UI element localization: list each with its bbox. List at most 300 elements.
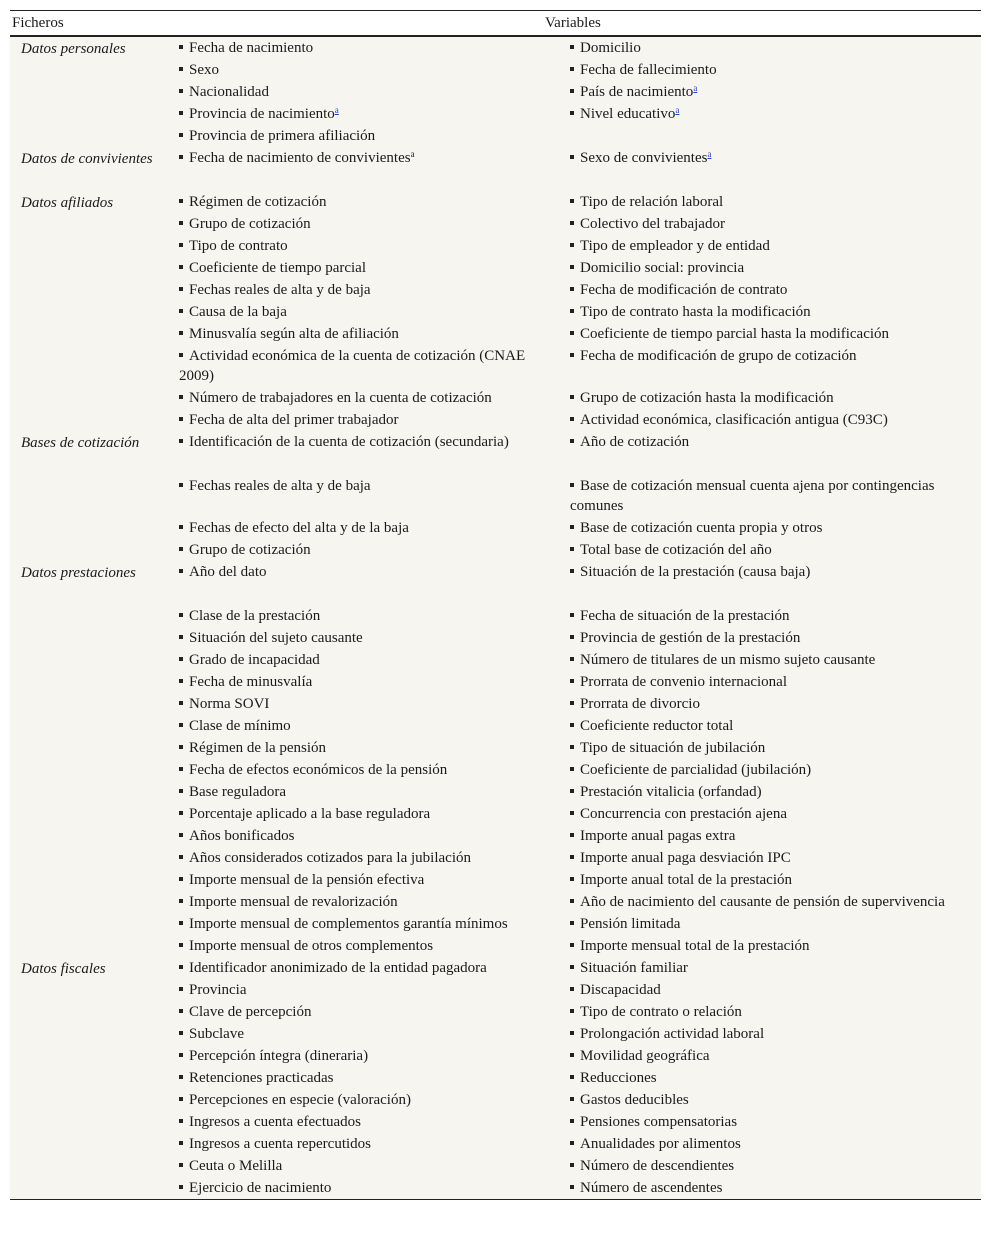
table-row (10, 913, 981, 935)
bullet-icon (179, 745, 183, 749)
variable-cell-left (179, 1024, 539, 1044)
variable-text: Pensiones compensatorias (580, 1114, 738, 1130)
variable-cell-right (570, 302, 955, 322)
table-row (10, 605, 981, 627)
variable-cell-right (570, 518, 955, 538)
variable-cell-left (179, 584, 539, 604)
variable-text: Concurrencia con prestación ajena (580, 806, 787, 822)
bullet-icon (570, 439, 574, 443)
variable-text: Grupo de cotización (189, 542, 311, 558)
footnote-marker[interactable]: a (693, 83, 698, 93)
footnote-marker[interactable]: a (334, 105, 339, 115)
variable-text: Fechas de efecto del alta y de la baja (189, 520, 409, 536)
bullet-icon (179, 133, 183, 137)
variable-text: Clase de la prestación (189, 608, 321, 624)
bullet-icon (570, 657, 574, 661)
table-row (10, 59, 981, 81)
variable-text: Prorrata de divorcio (580, 696, 700, 712)
variable-cell-left (179, 716, 539, 736)
variable-text: Grupo de cotización (189, 216, 311, 232)
variable-cell-right (570, 628, 955, 648)
variable-text: Años bonificados (189, 828, 295, 844)
table-row (10, 539, 981, 561)
variable-cell-right (570, 870, 955, 890)
variable-cell-right (570, 606, 955, 626)
file-name: Datos afiliados (21, 195, 114, 211)
file-group (10, 957, 981, 1199)
bullet-icon (570, 701, 574, 705)
variable-text: Colectivo del trabajador (580, 216, 725, 232)
table-row (10, 803, 981, 825)
variable-text: Retenciones practicadas (189, 1070, 334, 1086)
bullet-icon (179, 1185, 183, 1189)
variable-cell-right (570, 738, 955, 758)
variable-cell-left (179, 280, 539, 300)
variable-text: Importe mensual de otros complementos (189, 938, 434, 954)
bullet-icon (570, 287, 574, 291)
variable-cell-left (179, 192, 539, 212)
bullet-icon (570, 309, 574, 313)
variable-text: Grupo de cotización hasta la modificación (580, 390, 834, 406)
variable-cell-right (570, 980, 955, 1000)
variable-cell-left (179, 1178, 539, 1198)
variable-cell-left (179, 650, 539, 670)
variable-text: Importe mensual de complementos garantía mínimos (189, 916, 508, 932)
table-row (10, 1155, 981, 1177)
bullet-icon (179, 943, 183, 947)
bullet-icon (570, 855, 574, 859)
table-row (10, 169, 981, 191)
bullet-icon (570, 1097, 574, 1101)
bullet-icon (570, 789, 574, 793)
variable-text: Tipo de relación laboral (580, 194, 724, 210)
variable-cell-right (570, 1090, 955, 1110)
variable-cell-right (570, 1024, 955, 1044)
variable-text: Ingresos a cuenta efectuados (189, 1114, 362, 1130)
table-row (10, 453, 981, 475)
variable-cell-left (179, 104, 539, 124)
bullet-icon (179, 525, 183, 529)
variable-text: Minusvalía según alta de afiliación (189, 326, 399, 342)
variable-cell-right (570, 214, 955, 234)
variable-text: Domicilio (580, 40, 641, 56)
variable-text: Gastos deducibles (580, 1092, 689, 1108)
variable-text: Clase de mínimo (189, 718, 291, 734)
bullet-icon (179, 155, 183, 159)
variable-cell-right (570, 650, 955, 670)
bullet-icon (570, 811, 574, 815)
table-row (10, 1023, 981, 1045)
bullet-icon (570, 723, 574, 727)
variable-cell-left (179, 1002, 539, 1022)
variable-cell-right (570, 346, 955, 386)
bullet-icon (570, 679, 574, 683)
bullet-icon (570, 395, 574, 399)
bullet-icon (179, 483, 183, 487)
variable-text: Año del dato (189, 564, 267, 580)
bullet-icon (570, 89, 574, 93)
header-ficheros: Ficheros (12, 15, 64, 31)
table-row (10, 235, 981, 257)
bullet-icon (570, 965, 574, 969)
variable-text: Provincia de primera afiliación (189, 128, 376, 144)
variable-cell-left (179, 804, 539, 824)
variable-text: Fecha de alta del primer trabajador (189, 412, 399, 428)
bullet-icon (179, 1053, 183, 1057)
bullet-icon (179, 833, 183, 837)
variable-text: Fecha de modificación de contrato (580, 282, 788, 298)
bullet-icon (570, 1163, 574, 1167)
variable-text: Fecha de minusvalía (189, 674, 313, 690)
variable-cell-left (179, 848, 539, 868)
variable-cell-right (570, 760, 955, 780)
bullet-icon (179, 965, 183, 969)
bullet-icon (570, 635, 574, 639)
table-row (10, 891, 981, 913)
variable-cell-left (179, 540, 539, 560)
file-name: Bases de cotización (21, 435, 140, 451)
variable-cell-left (179, 518, 539, 538)
table-row (10, 979, 981, 1001)
bullet-icon (179, 265, 183, 269)
variable-cell-right (570, 432, 955, 452)
variable-text: Importe mensual de la pensión efectiva (189, 872, 425, 888)
bullet-icon (570, 613, 574, 617)
bullet-icon (570, 1009, 574, 1013)
variable-text: Reducciones (580, 1070, 657, 1086)
bullet-icon (570, 525, 574, 529)
bullet-icon (179, 67, 183, 71)
variable-cell-right (570, 104, 955, 124)
variable-cell-left (179, 1090, 539, 1110)
variable-cell-left (179, 1068, 539, 1088)
variable-cell-left (179, 324, 539, 344)
variable-text: Año de cotización (580, 434, 690, 450)
variable-text: Situación de la prestación (causa baja) (580, 564, 811, 580)
table-row (10, 847, 981, 869)
table-row (10, 693, 981, 715)
variable-cell-left (179, 1134, 539, 1154)
bullet-icon (570, 833, 574, 837)
variable-text: Identificador anonimizado de la entidad pagadora (189, 960, 487, 976)
variable-text: Total base de cotización del año (580, 542, 772, 558)
variable-cell-left (179, 958, 539, 978)
variable-text: Coeficiente reductor total (580, 718, 734, 734)
bullet-icon (179, 701, 183, 705)
variable-text: Provincia de nacimiento (189, 106, 335, 122)
variable-text: Tipo de empleador y de entidad (580, 238, 770, 254)
bullet-icon (179, 439, 183, 443)
variable-text: Porcentaje aplicado a la base reguladora (189, 806, 431, 822)
variable-cell-left (179, 760, 539, 780)
table-row (10, 1111, 981, 1133)
bullet-icon (179, 987, 183, 991)
bullet-icon (179, 657, 183, 661)
variable-text: Anualidades por alimentos (580, 1136, 741, 1152)
variable-cell-left (179, 214, 539, 234)
file-name: Datos de convivientes (21, 151, 153, 167)
bullet-icon (179, 811, 183, 815)
variable-text: Fecha de efectos económicos de la pensión (189, 762, 448, 778)
variable-cell-right (570, 826, 955, 846)
variable-cell-right (570, 1112, 955, 1132)
variable-cell-left (179, 236, 539, 256)
table-row (10, 649, 981, 671)
bullet-icon (570, 877, 574, 881)
bullet-icon (179, 395, 183, 399)
variable-text: Fecha de nacimiento (189, 40, 314, 56)
variable-text: Ceuta o Melilla (189, 1158, 283, 1174)
variable-text: Provincia de gestión de la prestación (580, 630, 801, 646)
variable-text: Norma SOVI (189, 696, 270, 712)
variable-cell-right (570, 804, 955, 824)
variable-text: Provincia (189, 982, 247, 998)
table-body (10, 37, 981, 1199)
bullet-icon (570, 569, 574, 573)
table-row (10, 345, 981, 387)
bullet-icon (570, 899, 574, 903)
variable-text: Tipo de situación de jubilación (580, 740, 766, 756)
table-row (10, 869, 981, 891)
variable-cell-right (570, 540, 955, 560)
variable-cell-left (179, 410, 539, 430)
file-group (10, 191, 981, 431)
variable-cell-right (570, 280, 955, 300)
table-row (10, 409, 981, 431)
variable-cell-right (570, 694, 955, 714)
bullet-icon (570, 1053, 574, 1057)
variable-text: Clave de percepción (189, 1004, 312, 1020)
bullet-icon (179, 547, 183, 551)
bullet-icon (179, 1075, 183, 1079)
bullet-icon (570, 1075, 574, 1079)
variable-cell-left (179, 1112, 539, 1132)
variable-cell-right (570, 1068, 955, 1088)
bullet-icon (179, 635, 183, 639)
variable-cell-right (570, 476, 955, 516)
variable-text: Año de nacimiento del causante de pensión de supervivencia (580, 894, 945, 910)
variable-text: Número de descendientes (580, 1158, 735, 1174)
bullet-icon (179, 1163, 183, 1167)
table-row (10, 279, 981, 301)
variable-cell-right (570, 672, 955, 692)
variable-cell-right (570, 584, 955, 604)
variable-cell-right (570, 324, 955, 344)
bullet-icon (179, 899, 183, 903)
bullet-icon (570, 1119, 574, 1123)
variable-cell-left (179, 346, 539, 386)
bullet-icon (179, 723, 183, 727)
variable-cell-right (570, 410, 955, 430)
bullet-icon (570, 745, 574, 749)
variable-cell-left (179, 38, 539, 58)
variable-cell-right (570, 1156, 955, 1176)
bullet-icon (570, 45, 574, 49)
bullet-icon (179, 331, 183, 335)
table-header (10, 11, 981, 37)
table-row (10, 627, 981, 649)
variable-cell-right (570, 192, 955, 212)
bullet-icon (179, 111, 183, 115)
bullet-icon (179, 287, 183, 291)
table-row (10, 1089, 981, 1111)
variable-cell-left (179, 388, 539, 408)
variable-text: Coeficiente de tiempo parcial (189, 260, 367, 276)
table-row (10, 1133, 981, 1155)
variable-cell-right (570, 958, 955, 978)
bullet-icon (179, 877, 183, 881)
variable-text: Coeficiente de parcialidad (jubilación) (580, 762, 812, 778)
bullet-icon (179, 1097, 183, 1101)
variable-text: Ingresos a cuenta repercutidos (189, 1136, 372, 1152)
bullet-icon (179, 221, 183, 225)
bullet-icon (570, 331, 574, 335)
variable-cell-left (179, 170, 539, 190)
variable-cell-right (570, 388, 955, 408)
variable-text: Base de cotización cuenta propia y otros (580, 520, 823, 536)
footnote-marker[interactable]: a (707, 149, 712, 159)
variable-text: Actividad económica de la cuenta de cotización (CNAE 2009) (179, 348, 526, 384)
variable-text: Base de cotización mensual cuenta ajena por contingencias comunes (570, 478, 935, 514)
table-row (10, 1177, 981, 1199)
variable-text: País de nacimiento (580, 84, 694, 100)
bullet-icon (179, 45, 183, 49)
variable-text: Domicilio social: provincia (580, 260, 745, 276)
file-group (10, 431, 981, 561)
variable-text: Prolongación actividad laboral (580, 1026, 765, 1042)
variable-text: Percepciones en especie (valoración) (189, 1092, 411, 1108)
variable-cell-left (179, 738, 539, 758)
variable-cell-right (570, 1178, 955, 1198)
variable-cell-right (570, 936, 955, 956)
variable-text: Importe mensual total de la prestación (580, 938, 810, 954)
bullet-icon (570, 921, 574, 925)
table-row (10, 715, 981, 737)
variable-text: Tipo de contrato o relación (580, 1004, 742, 1020)
table-row (10, 671, 981, 693)
variable-text: Nivel educativo (580, 106, 676, 122)
footnote-marker[interactable]: a (675, 105, 680, 115)
table-row (10, 781, 981, 803)
variable-text: Movilidad geográfica (580, 1048, 710, 1064)
bullet-icon (179, 1119, 183, 1123)
bullet-icon (570, 987, 574, 991)
variable-text: Tipo de contrato (189, 238, 288, 254)
variable-text: Sexo (189, 62, 219, 78)
variable-text: Causa de la baja (189, 304, 287, 320)
bullet-icon (179, 921, 183, 925)
bullet-icon (570, 155, 574, 159)
variable-cell-left (179, 60, 539, 80)
bullet-icon (179, 1009, 183, 1013)
variable-text: Nacionalidad (189, 84, 269, 100)
variable-text: Prorrata de convenio internacional (580, 674, 787, 690)
bullet-icon (179, 417, 183, 421)
table-row (10, 1067, 981, 1089)
variable-cell-left (179, 302, 539, 322)
bullet-icon (179, 855, 183, 859)
variable-cell-left (179, 870, 539, 890)
variable-text: Tipo de contrato hasta la modificación (580, 304, 811, 320)
bullet-icon (570, 943, 574, 947)
variable-text: Número de ascendentes (580, 1180, 723, 1196)
footnote-marker: a (410, 149, 415, 159)
variable-cell-left (179, 980, 539, 1000)
bullet-icon (179, 353, 183, 357)
variable-cell-left (179, 826, 539, 846)
bullet-icon (179, 613, 183, 617)
variable-text: Número de titulares de un mismo sujeto causante (580, 652, 876, 668)
bullet-icon (179, 767, 183, 771)
variable-text: Importe anual total de la prestación (580, 872, 792, 888)
variable-text: Régimen de la pensión (189, 740, 327, 756)
variable-cell-right (570, 562, 955, 582)
table-row (10, 737, 981, 759)
variable-text: Régimen de cotización (189, 194, 327, 210)
variable-text: Fecha de situación de la prestación (580, 608, 790, 624)
variable-cell-right (570, 1046, 955, 1066)
variable-text: Pensión limitada (580, 916, 681, 932)
file-name: Datos prestaciones (21, 565, 136, 581)
table-row (10, 935, 981, 957)
variable-cell-right (570, 258, 955, 278)
bullet-icon (570, 547, 574, 551)
table-row (10, 825, 981, 847)
variable-cell-left (179, 126, 539, 146)
variable-cell-left (179, 454, 539, 474)
table-row (10, 301, 981, 323)
bullet-icon (570, 221, 574, 225)
variable-text: Identificación de la cuenta de cotización (secundaria) (189, 434, 509, 450)
table-row (10, 759, 981, 781)
variable-text: Discapacidad (580, 982, 661, 998)
variable-cell-right (570, 782, 955, 802)
variable-text: Ejercicio de nacimiento (189, 1180, 332, 1196)
bullet-icon (570, 1031, 574, 1035)
variable-text: Fecha de nacimiento de convivientes (189, 150, 411, 166)
variable-cell-right (570, 148, 955, 168)
variable-text: Percepción íntegra (dineraria) (189, 1048, 369, 1064)
table-row (10, 387, 981, 409)
variable-cell-right (570, 170, 955, 190)
bullet-icon (179, 309, 183, 313)
variable-cell-right (570, 126, 955, 146)
variable-text: Base reguladora (189, 784, 287, 800)
bullet-icon (179, 789, 183, 793)
variable-text: Sexo de convivientes (580, 150, 708, 166)
variable-cell-right (570, 1002, 955, 1022)
variables-table (10, 10, 981, 1200)
table-row (10, 125, 981, 147)
file-name: Datos personales (21, 41, 126, 57)
variable-cell-right (570, 38, 955, 58)
table-row (10, 81, 981, 103)
variable-cell-left (179, 1046, 539, 1066)
header-variables: Variables (545, 15, 601, 31)
variable-cell-left (179, 914, 539, 934)
variable-cell-right (570, 236, 955, 256)
table-row (10, 517, 981, 539)
variable-cell-left (179, 672, 539, 692)
table-row (10, 213, 981, 235)
variable-text: Prestación vitalicia (orfandad) (580, 784, 762, 800)
table-row (10, 475, 981, 517)
variable-text: Años considerados cotizados para la jubilación (189, 850, 471, 866)
bullet-icon (179, 679, 183, 683)
bullet-icon (570, 243, 574, 247)
variable-cell-right (570, 82, 955, 102)
bullet-icon (179, 1141, 183, 1145)
